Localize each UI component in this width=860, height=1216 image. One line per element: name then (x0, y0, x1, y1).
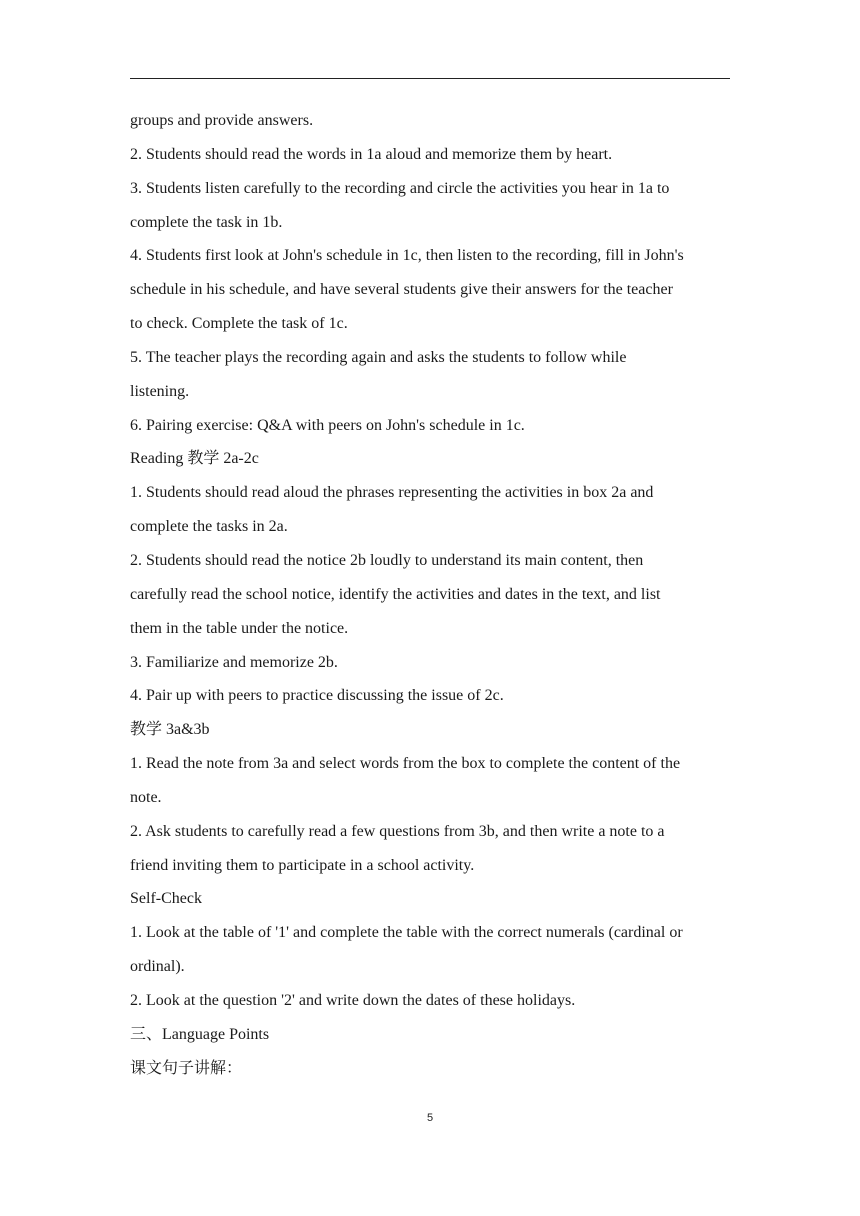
text-line: 课文句子讲解： (130, 1059, 243, 1077)
section-heading-3a-3b: 教学 3a&3b (130, 721, 210, 739)
page-number: 5 (426, 1112, 434, 1124)
text-line: 1. Look at the table of '1' and complete the table with the correct numerals (cardinal or (130, 924, 683, 942)
text-line: 2. Students should read the notice 2b loudly to understand its main content, then (130, 551, 644, 569)
text-line: 2. Ask students to carefully read a few questions from 3b, and then write a note to a (130, 822, 665, 840)
text-line: 4. Students first look at John's schedule in 1c, then listen to the recording, fill in John's (130, 247, 684, 265)
text-line: 5. The teacher plays the recording again and asks the students to follow while (130, 348, 627, 366)
text-line: 2. Look at the question '2' and write down the dates of these holidays. (130, 991, 576, 1009)
text-line: note. (130, 788, 162, 806)
document-body (130, 104, 732, 1085)
header-rule (130, 78, 730, 79)
text-line: 1. Students should read aloud the phrases representing the activities in box 2a and (130, 484, 654, 502)
text-line: 1. Read the note from 3a and select words from the box to complete the content of the (130, 755, 681, 773)
text-line: carefully read the school notice, identify the activities and dates in the text, and list (130, 585, 661, 603)
text-line: complete the tasks in 2a. (130, 518, 288, 536)
text-line: them in the table under the notice. (130, 619, 349, 637)
section-heading-language-points: 三、Language Points (130, 1025, 270, 1043)
text-line: 2. Students should read the words in 1a aloud and memorize them by heart. (130, 145, 613, 163)
text-line: to check. Complete the task of 1c. (130, 315, 348, 333)
text-line: 6. Pairing exercise: Q&A with peers on John's schedule in 1c. (130, 416, 525, 434)
text-line: 3. Students listen carefully to the recording and circle the activities you hear in 1a to (130, 179, 670, 197)
text-line: 3. Familiarize and memorize 2b. (130, 653, 338, 671)
section-heading-self-check: Self-Check (130, 890, 202, 908)
text-line: 4. Pair up with peers to practice discussing the issue of 2c. (130, 687, 504, 705)
text-line: listening. (130, 382, 190, 400)
text-line: groups and provide answers. (130, 112, 314, 129)
text-line: ordinal). (130, 958, 185, 976)
text-line: friend inviting them to participate in a school activity. (130, 856, 475, 874)
section-heading-reading: Reading 教学 2a-2c (130, 450, 259, 468)
text-line: schedule in his schedule, and have several students give their answers for the teacher (130, 281, 673, 299)
text-line: complete the task in 1b. (130, 213, 283, 231)
